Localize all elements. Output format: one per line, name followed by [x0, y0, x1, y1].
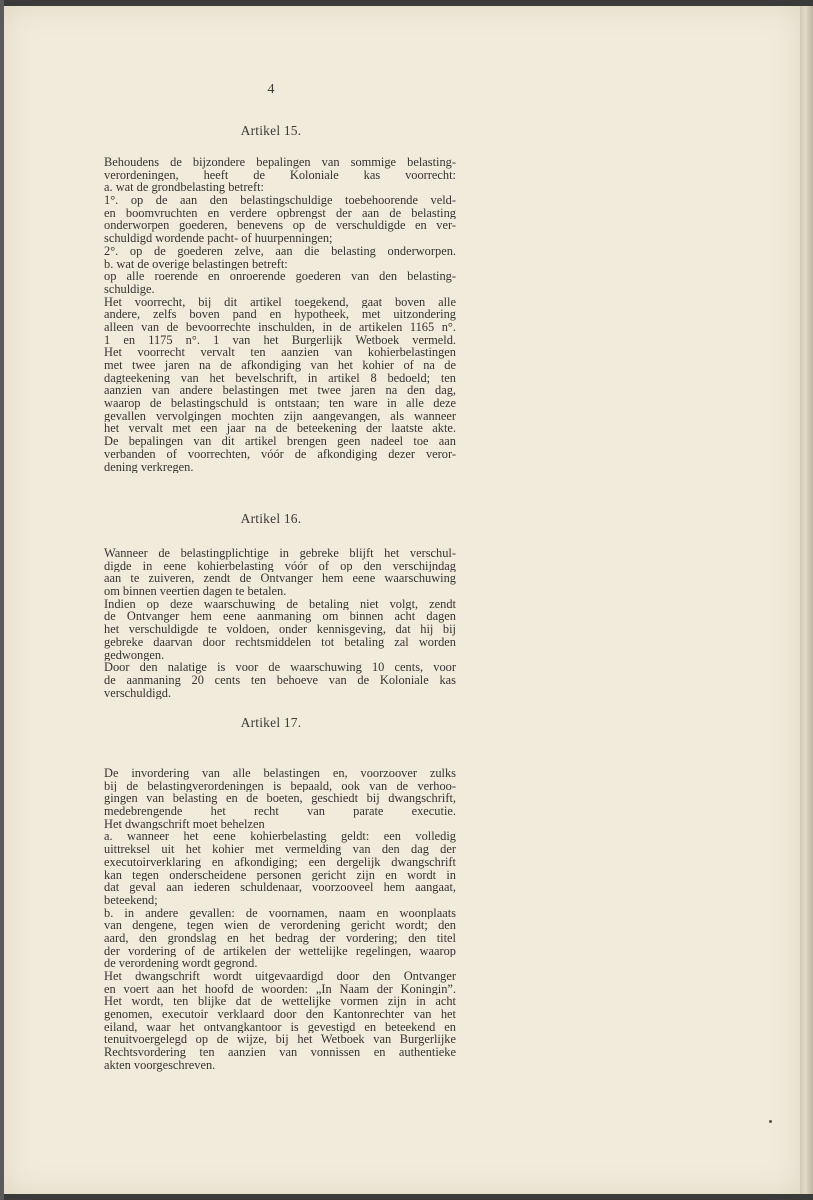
text-line: a. wat de grondbelasting betreft:	[104, 181, 264, 195]
text-line: digde in eene kohierbelasting vóór of op den verschijndag	[104, 559, 456, 573]
text-line: de Ontvanger hem eene aanmaning om binnen acht dagen	[104, 610, 456, 624]
artikel-16-body	[104, 547, 456, 699]
artikel-15-body	[104, 156, 456, 473]
text-line: met twee jaren na de afkondiging van het kohier of na de	[104, 359, 456, 372]
text-line: schuldige.	[104, 282, 155, 296]
text-line: verordeningen, heeft de Koloniale kas voorrecht:	[104, 168, 456, 182]
text-line: om binnen veertien dagen te betalen.	[104, 585, 287, 598]
text-line: executoirverklaring en afkondiging; een dergelijk dwangschrift	[104, 855, 456, 869]
heading-artikel-17: Artikel 17.	[240, 715, 302, 730]
text-line: b. in andere gevallen: de voornamen, naam en woonplaats	[104, 906, 456, 920]
text-line: verbanden of voorrechten, vóór de afkondiging dezer veror-	[104, 447, 456, 461]
text-line: dagteekening van het bevelschrift, in artikel 8 bedoeld; ten	[104, 371, 456, 385]
text-line: de verordening wordt gegrond.	[104, 957, 258, 970]
text-line: eiland, waar het ontvangkantoor is gevestigd en beteekend en	[104, 1020, 456, 1034]
heading-artikel-15: Artikel 15.	[240, 123, 302, 138]
text-line: der vordering of de artikelen der wettelijke regelingen, waarop	[104, 944, 456, 958]
text-line: medebrengende het recht van parate executie.	[104, 805, 456, 818]
text-line: gevallen vervolgingen mochten zijn aangevangen, als wanneer	[104, 409, 456, 423]
text-line: Indien op deze waarschuwing de betaling niet volgt, zendt	[104, 597, 456, 611]
text-line: Het dwangschrift moet behelzen	[104, 817, 265, 831]
text-line: Het dwangschrift wordt uitgevaardigd door den Ontvanger	[104, 970, 456, 983]
text-line: het verschuldigde te voldoen, onder kennisgeving, dat hij bij	[104, 623, 456, 636]
text-line: verschuldigd.	[104, 686, 172, 700]
text-line: Behoudens de bijzondere bepalingen van sommige belasting-	[104, 156, 456, 169]
text-line: b. wat de overige belastingen betreft:	[104, 257, 288, 271]
text-line: het vervalt met een jaar na de beteekening der laatste akte.	[104, 422, 456, 436]
text-line: de aanmaning 20 cents ten behoeve van de Koloniale kas	[104, 673, 456, 687]
text-line: De invordering van alle belastingen en, voorzoover zulks	[104, 767, 456, 780]
text-line: 1 en 1175 n°. 1 van het Burgerlijk Wetboek vermeld.	[104, 333, 456, 347]
text-line: uittreksel uit het kohier met vermelding van den dag der	[104, 843, 456, 856]
text-line: dat geval aan iederen schuldenaar, voorzooveel hem aangaat,	[104, 881, 456, 894]
text-line: a. wanneer het eene kohierbelasting geldt: een volledig	[104, 830, 456, 844]
text-line: gedwongen.	[104, 648, 165, 662]
text-line: kan tegen onderscheidene personen gericht zijn en wordt in	[104, 868, 456, 882]
text-line: schuldigd wordende pacht- of huurpenningen;	[104, 232, 333, 245]
text-line: bij de belastingverordeningen is bepaald, ook van de verhoo-	[104, 779, 456, 793]
text-line: andere, zelfs boven pand en hypotheek, met uitzondering	[104, 308, 456, 321]
text-line: Het voorrecht vervalt ten aanzien van kohierbelastingen	[104, 346, 456, 359]
text-line: en voert aan het hoofd de woorden: „In Naam der Koningin”.	[104, 982, 456, 996]
text-line: 1°. op de aan den belastingschuldige toebehoorende veld-	[104, 194, 456, 207]
text-line: gingen van belasting en de boeten, geschiedt bij dwangschrift,	[104, 792, 456, 806]
text-line: en boomvruchten en verdere opbrengst der aan de belasting	[104, 206, 456, 220]
heading-artikel-16: Artikel 16.	[240, 511, 302, 526]
text-line: De bepalingen van dit artikel brengen geen nadeel toe aan	[104, 435, 456, 448]
text-line: Wanneer de belastingplichtige in gebreke blijft het verschul-	[104, 547, 456, 560]
text-line: dening verkregen.	[104, 460, 194, 474]
text-line: Door den nalatige is voor de waarschuwing 10 cents, voor	[104, 661, 456, 674]
text-line: Het voorrecht, bij dit artikel toegekend, gaat boven alle	[104, 295, 456, 309]
text-line: aanzien van andere belastingen met twee jaren na den dag,	[104, 384, 456, 398]
text-line: beteekend;	[104, 893, 158, 907]
text-line: gebreke daarvan door rechtsmiddelen tot betaling zal worden	[104, 635, 456, 649]
text-line: alleen van de bevoorrechte inschulden, in de artikelen 1165 n°.	[104, 320, 456, 334]
text-line: genomen, executoir verklaard door den Kantonrechter van het	[104, 1008, 456, 1021]
text-line: Rechtsvordering ten aanzien van vonnissen en authentieke	[104, 1046, 456, 1059]
text-line: op alle roerende en onroerende goederen van den belasting-	[104, 270, 456, 283]
text-line: waarop de belastingschuld is ontstaan; ten ware in alle deze	[104, 397, 456, 410]
artikel-17-body	[104, 767, 456, 1072]
page-number: 4	[267, 82, 275, 97]
speck-mark	[769, 1120, 772, 1123]
text-line: tenuitvoergelegd op de wijze, bij het Wetboek van Burgerlijke	[104, 1033, 456, 1047]
text-line: akten voorgeschreven.	[104, 1058, 216, 1072]
text-line: aan te zuiveren, zendt de Ontvanger hem eene waarschuwing	[104, 572, 456, 586]
text-line: aard, den grondslag en het bedrag der vordering; den titel	[104, 931, 456, 945]
text-line: 2°. op de goederen zelve, aan die belasting onderworpen.	[104, 244, 456, 258]
text-line: Het wordt, ten blijke dat de wettelijke vormen zijn in acht	[104, 995, 456, 1009]
page-spine	[800, 6, 813, 1194]
text-line: onderworpen goederen, benevens op de verschuldigde en ver-	[104, 219, 456, 233]
text-line: van dengene, tegen wien de verordening gericht wordt; den	[104, 919, 456, 932]
